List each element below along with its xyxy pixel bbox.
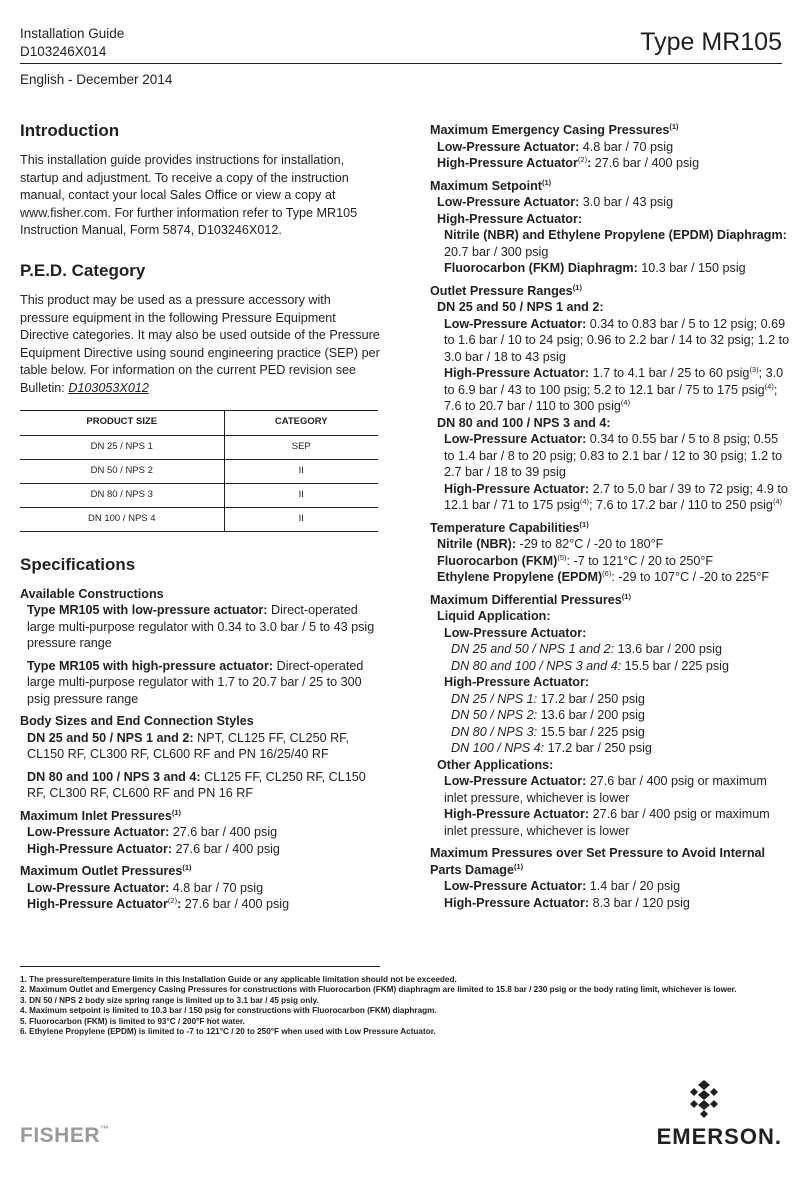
footnote-rule: [20, 966, 380, 967]
outlet-title: Maximum Outlet Pressures$^{(1)}$: [20, 863, 192, 879]
outlet-ranges-title: Outlet Pressure Ranges$^{(1)}$: [430, 282, 582, 298]
footnote: 4. Maximum setpoint is limited to 10.3 bar / 150 psig for constructions with Fluorocarbon (FKM) diaphragm.: [20, 1006, 437, 1016]
inlet-high: High-Pressure Actuator: 27.6 bar / 400 psig: [27, 841, 280, 856]
emerson-logo: EMERSON.: [656, 1124, 782, 1149]
fisher-logo: FISHER™: [20, 1124, 110, 1147]
available-constructions-title: Available Constructions: [20, 586, 164, 601]
emergency-low: Low-Pressure Actuator: 4.8 bar / 70 psig: [437, 139, 674, 154]
high-pressure-construction: Type MR105 with high-pressure actuator: Direct-operated large multi-purpose regulator with 1.7 to 20.7 bar / 25 to 300 psig pressure range: [27, 658, 364, 706]
setpoint-nitrile: Nitrile (NBR) and Ethylene Propylene (EPDM) Diaphragm: 20.7 bar / 300 psig: [444, 228, 787, 259]
inlet-low: Low-Pressure Actuator: 27.6 bar / 400 psig: [27, 825, 278, 840]
size-cell: DN 80 / NPS 3: [20, 483, 224, 507]
ranges-dn80-title: DN 80 and 100 / NPS 3 and 4:: [437, 415, 611, 430]
temp-fkm: Fluorocarbon (FKM)$^{(5)}$: -7 to 121°C / 20 to 250°F: [437, 552, 714, 568]
diff-lpa-2: DN 80 and 100 / NPS 3 and 4: 15.5 bar / 225 psig: [451, 658, 729, 673]
diff-lpa-1: DN 25 and 50 / NPS 1 and 2: 13.6 bar / 200 psig: [451, 642, 722, 656]
ranges-dn25-title: DN 25 and 50 / NPS 1 and 2:: [437, 300, 604, 314]
ped-text: This product may be used as a pressure accessory with pressure equipment in the following Pressure Equipment Directive categories. It may also be used outside of the Pressure Equipment Directive using sound engineering practice (SEP) per table below. For information on the current PED revision see Bulletin: D103053X012: [20, 292, 380, 395]
emergency-title: Maximum Emergency Casing Pressures$^{(1)}$: [430, 122, 679, 137]
diff-other-title: Other Applications:: [437, 757, 554, 772]
diff-hpa-3: DN 80 / NPS 3: 15.5 bar / 225 psig: [451, 724, 645, 739]
ranges-dn25-high: High-Pressure Actuator: 1.7 to 4.1 bar / 25 to 60 psig$^{(3)}$; 3.0 to 6.9 bar / 43 to 100 psig; 5.2 to 12.1 bar / 75 to 175 psig$^{(4)}$; 7.6 to 20.7 bar / 110 to 300 psig$^{(4)}$: [444, 365, 784, 413]
ped-table: [20, 410, 378, 532]
right-column: [430, 122, 790, 911]
emergency-high: High-Pressure Actuator$^{(2)}$: 27.6 bar / 400 psig: [437, 155, 700, 170]
diff-hpa-4: DN 100 / NPS 4: 17.2 bar / 250 psig: [451, 741, 652, 755]
setpoint-fkm: Fluorocarbon (FKM) Diaphragm: 10.3 bar / 150 psig: [444, 261, 746, 275]
body-dn25: DN 25 and 50 / NPS 1 and 2: NPT, CL125 FF, CL250 RF, CL150 RF, CL300 RF, CL600 RF and PN 16/25/40 RF: [27, 730, 349, 762]
size-cell: DN 100 / NPS 4: [20, 507, 224, 531]
ped-heading: P.E.D. Category: [20, 260, 146, 280]
over-high: High-Pressure Actuator: 8.3 bar / 120 psig: [444, 895, 690, 910]
intro-text: This installation guide provides instructions for installation, startup and adjustment. To receive a copy of the instruction manual, contact your local Sales Office or view a copy at www.fisher.com. For further information refer to Type MR105 Instruction Manual, Form 5874, D103246X012.: [20, 153, 358, 238]
left-column: [20, 120, 382, 913]
over-low: Low-Pressure Actuator: 1.4 bar / 20 psig: [444, 879, 681, 893]
setpoint-title: Maximum Setpoint$^{(1)}$: [430, 177, 552, 193]
spec-heading: Specifications: [20, 554, 136, 574]
table-row: [20, 459, 378, 483]
footnote: 1. The pressure/temperature limits in this Installation Guide or any applicable limitation should not be exceeded.: [20, 975, 457, 984]
table-row: [20, 507, 378, 531]
diff-lpa-title: Low-Pressure Actuator:: [444, 625, 587, 640]
setpoint-high-title: High-Pressure Actuator:: [437, 211, 583, 226]
diff-hpa-1: DN 25 / NPS 1: 17.2 bar / 250 psig: [451, 691, 645, 706]
diff-hpa-2: DN 50 / NPS 2: 13.6 bar / 200 psig: [451, 708, 645, 722]
diff-other-low: Low-Pressure Actuator: 27.6 bar / 400 psig or maximum inlet pressure, whichever is lower: [444, 774, 767, 805]
differential-title: Maximum Differential Pressures$^{(1)}$: [430, 591, 631, 607]
category-cell: II: [224, 483, 378, 507]
col-product-size: PRODUCT SIZE: [20, 410, 224, 435]
temp-epdm: Ethylene Propylene (EPDM)$^{(6)}$: -29 to 107°C / -20 to 225°F: [437, 569, 770, 584]
emerson-emblem-icon: [688, 1080, 720, 1120]
overpressure-title: Maximum Pressures over Set Pressure to Avoid Internal Parts Damage$^{(1)}$: [430, 846, 766, 877]
footnote: 5. Fluorocarbon (FKM) is limited to 93°C / 200°F hot water.: [20, 1016, 245, 1026]
footnote: 6. Ethylene Propylene (EPDM) is limited to -7 to 121°C / 20 to 250°F when used with Low Pressure Actuator.: [20, 1027, 436, 1037]
ranges-dn80-low: Low-Pressure Actuator: 0.34 to 0.55 bar / 5 to 8 psig; 0.55 to 1.4 bar / 8 to 20 psig; 0.83 to 2.1 bar / 12 to 30 psig; 1.2 to 2.7 bar / 18 to 39 psig: [444, 432, 783, 479]
doc-type: Installation Guide: [20, 26, 125, 41]
low-pressure-construction: Type MR105 with low-pressure actuator: Direct-operated large multi-purpose regulator with 0.34 to 3.0 bar / 5 to 43 psig pressure range: [27, 603, 375, 651]
temp-nbr: Nitrile (NBR): -29 to 82°C / -20 to 180°F: [437, 537, 664, 551]
body-dn80: DN 80 and 100 / NPS 3 and 4: CL125 FF, CL250 RF, CL150 RF, CL300 RF, CL600 RF and PN 16 RF: [27, 769, 366, 801]
table-row: [20, 483, 378, 507]
inlet-title: Maximum Inlet Pressures$^{(1)}$: [20, 807, 182, 823]
footnotes: [20, 975, 800, 1037]
ranges-dn25-low: Low-Pressure Actuator: 0.34 to 0.83 bar / 5 to 12 psig; 0.69 to 1.6 bar / 10 to 24 psig; 0.96 to 2.2 bar / 14 to 32 psig; 1.2 to 3.0 bar / 18 to 43 psig: [444, 316, 790, 364]
diff-other-high: High-Pressure Actuator: 27.6 bar / 400 psig or maximum inlet pressure, whichever is lower: [444, 807, 770, 838]
footnote: 2. Maximum Outlet and Emergency Casing Pressures for constructions with Fluorocarbon (FKM) diaphragm are limited to 15.8 bar / 230 psig or the body rating limit, whichever is lower.: [20, 985, 737, 995]
ranges-dn80-high: High-Pressure Actuator: 2.7 to 5.0 bar / 39 to 72 psig; 4.9 to 12.1 bar / 71 to 175 psig$^{(4)}$; 7.6 to 17.2 bar / 110 to 250 psig$^{(4)}$: [444, 481, 788, 512]
size-cell: DN 25 / NPS 1: [20, 435, 224, 459]
temperature-title: Temperature Capabilities$^{(1)}$: [430, 519, 589, 535]
doc-number: D103246X014: [20, 44, 107, 59]
category-cell: II: [224, 459, 378, 483]
category-cell: II: [224, 507, 378, 531]
category-cell: SEP: [224, 435, 378, 459]
setpoint-low: Low-Pressure Actuator: 3.0 bar / 43 psig: [437, 195, 674, 209]
footnote: 3. DN 50 / NPS 2 body size spring range is limited up to 3.1 bar / 45 psig only.: [20, 995, 319, 1005]
language-date: English - December 2014: [20, 72, 173, 87]
body-sizes-title: Body Sizes and End Connection Styles: [20, 714, 254, 729]
header-rule: [20, 63, 782, 64]
col-category: CATEGORY: [224, 410, 378, 435]
outlet-high: High-Pressure Actuator$^{(2)}$: 27.6 bar / 400 psig: [27, 896, 290, 912]
table-row: [20, 435, 378, 459]
size-cell: DN 50 / NPS 2: [20, 459, 224, 483]
outlet-low: Low-Pressure Actuator: 4.8 bar / 70 psig: [27, 880, 264, 895]
bulletin-link[interactable]: D103053X012: [68, 380, 149, 395]
product-type: Type MR105: [640, 28, 782, 56]
diff-liquid-title: Liquid Application:: [437, 609, 551, 623]
intro-heading: Introduction: [20, 121, 120, 140]
diff-hpa-title: High-Pressure Actuator:: [444, 675, 590, 689]
